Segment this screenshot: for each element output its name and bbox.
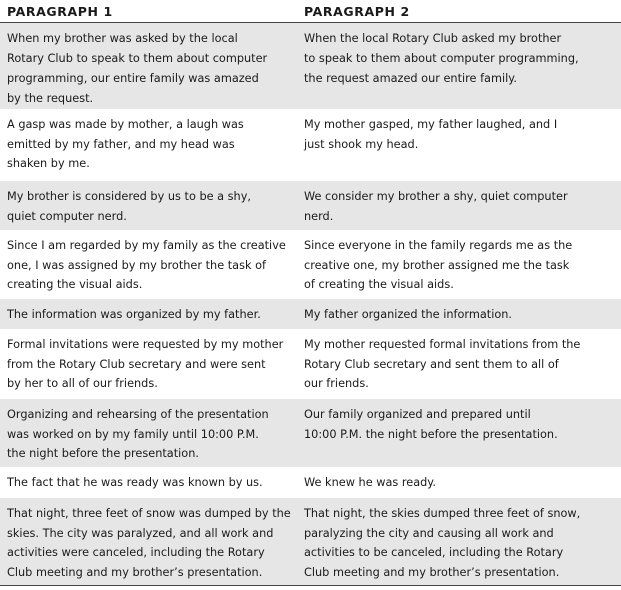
paragraph-1-cell: The fact that he was ready was known by us. bbox=[7, 475, 263, 489]
paragraph-2-cell: Our family organized and prepared until 10:00 P.M. the night before the presentation. bbox=[298, 399, 621, 467]
paragraph-2-cell: When the local Rotary Club asked my brother to speak to them about computer programming, the request amazed our entire family. bbox=[298, 23, 621, 109]
paragraph-1-cell: My brother is considered by us to be a shy, quiet computer nerd. bbox=[0, 181, 298, 230]
paragraph-2-cell: That night, the skies dumped three feet of snow, paralyzing the city and causing all work and activities to be canceled, including the Rotary Club meeting and my brother’s presentation. bbox=[298, 498, 621, 586]
table-row bbox=[0, 109, 621, 181]
paragraph-1-cell: The information was organized by my father. bbox=[0, 299, 298, 329]
table-row bbox=[0, 498, 621, 586]
table-row bbox=[0, 23, 621, 109]
paragraph-2-cell: We consider my brother a shy, quiet computer nerd. bbox=[298, 181, 621, 230]
paragraph-1-cell: That night, three feet of snow was dumped by the skies. The city was paralyzed, and all work and activities were canceled, including the Rotary Club meeting and my brother’s presentation. bbox=[0, 498, 298, 586]
table-row bbox=[0, 329, 621, 399]
paragraph-2-cell: We knew he was ready. bbox=[304, 475, 436, 489]
paragraph-2-cell: My mother gasped, my father laughed, and I just shook my head. bbox=[304, 117, 558, 151]
paragraph-1-cell: When my brother was asked by the local Rotary Club to speak to them about computer programming, our entire family was amazed by the request. bbox=[0, 23, 298, 109]
header-paragraph-1: PARAGRAPH 1 bbox=[0, 0, 298, 23]
header-paragraph-2: PARAGRAPH 2 bbox=[298, 0, 621, 23]
table-row bbox=[0, 230, 621, 299]
table-row bbox=[0, 299, 621, 329]
paragraph-1-cell: Since I am regarded by my family as the creative one, I was assigned by my brother the task of creating the visual aids. bbox=[7, 238, 286, 292]
paragraph-1-cell: Formal invitations were requested by my mother from the Rotary Club secretary and were sent by her to all of our friends. bbox=[7, 337, 284, 391]
paragraph-2-cell: Since everyone in the family regards me as the creative one, my brother assigned me the task of creating the visual aids. bbox=[304, 238, 573, 292]
table-row bbox=[0, 181, 621, 230]
paragraph-1-cell: A gasp was made by mother, a laugh was emitted by my father, and my head was shaken by me. bbox=[7, 117, 244, 171]
paragraph-2-cell: My mother requested formal invitations from the Rotary Club secretary and sent them to all of our friends. bbox=[304, 337, 581, 391]
paragraph-2-cell: My father organized the information. bbox=[298, 299, 621, 329]
header-row bbox=[0, 0, 621, 23]
paragraph-1-cell: Organizing and rehearsing of the presentation was worked on by my family until 10:00 P.M. the night before the presentation. bbox=[0, 399, 298, 467]
table-row bbox=[0, 399, 621, 467]
table-row bbox=[0, 467, 621, 498]
